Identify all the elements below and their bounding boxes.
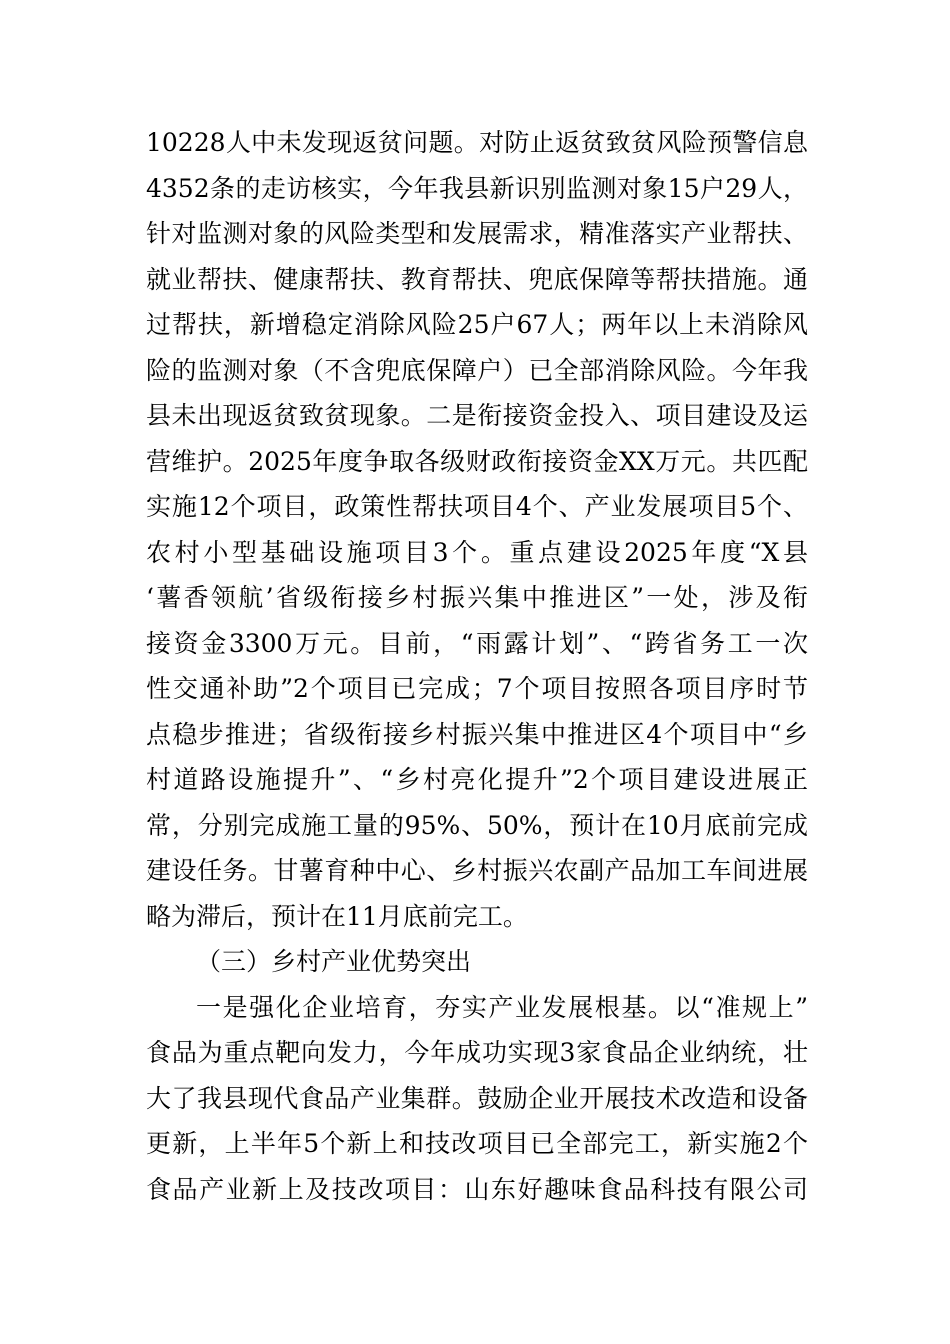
text-line: 村道路设施提升”、“乡村亮化提升”2个项目建设进展正: [146, 765, 808, 794]
section-heading: （三）乡村产业优势突出: [196, 947, 472, 976]
text-line: 略为滞后，预计在11月底前完工。: [146, 901, 528, 931]
text-line: 险的监测对象（不含兜底保障户）已全部消除风险。今年我: [146, 355, 808, 385]
text-line: 点稳步推进；省级衔接乡村振兴集中推进区4个项目中“乡: [146, 719, 808, 749]
text-line: 就业帮扶、健康帮扶、教育帮扶、兜底保障等帮扶措施。通: [146, 264, 808, 294]
text-line: 4352条的走访核实，今年我县新识别监测对象15户29人，: [146, 173, 808, 203]
text-line: 过帮扶，新增稳定消除风险25户67人；两年以上未消除风: [146, 310, 808, 339]
body-text: [146, 120, 808, 1212]
text-line: 10228人中未发现返贫问题。对防止返贫致贫风险预警信息: [146, 128, 808, 157]
text-line: 性交通补助”2个项目已完成；7个项目按照各项目序时节: [146, 674, 808, 703]
text-line: 食品为重点靶向发力，今年成功实现3家食品企业纳统，壮: [146, 1038, 808, 1067]
text-line: 实施12个项目，政策性帮扶项目4个、产业发展项目5个、: [146, 492, 808, 521]
text-line: ‘薯香领航’省级衔接乡村振兴集中推进区”一处，涉及衔: [146, 583, 808, 612]
text-line: 大了我县现代食品产业集群。鼓励企业开展技术改造和设备: [146, 1083, 808, 1113]
text-line: 针对监测对象的风险类型和发展需求，精准落实产业帮扶、: [146, 219, 808, 248]
text-line: 营维护。2025年度争取各级财政衔接资金XX万元。共匹配: [146, 446, 808, 476]
text-line: 一是强化企业培育，夯实产业发展根基。以“准规上”: [196, 992, 808, 1022]
text-line: 食品产业新上及技改项目：山东好趣味食品科技有限公司: [146, 1174, 808, 1204]
text-line: 县未出现返贫致贫现象。二是衔接资金投入、项目建设及运: [146, 401, 808, 430]
text-line: 接资金3300万元。目前，“雨露计划”、“跨省务工一次: [146, 628, 808, 658]
text-line: 建设任务。甘薯育种中心、乡村振兴农副产品加工车间进展: [146, 856, 808, 885]
text-line: 常，分别完成施工量的95%、50%，预计在10月底前完成: [146, 810, 808, 840]
text-line: 更新，上半年5个新上和技改项目已全部完工，新实施2个: [146, 1129, 808, 1158]
text-line: 农村小型基础设施项目3个。重点建设2025年度“X县: [146, 537, 808, 567]
